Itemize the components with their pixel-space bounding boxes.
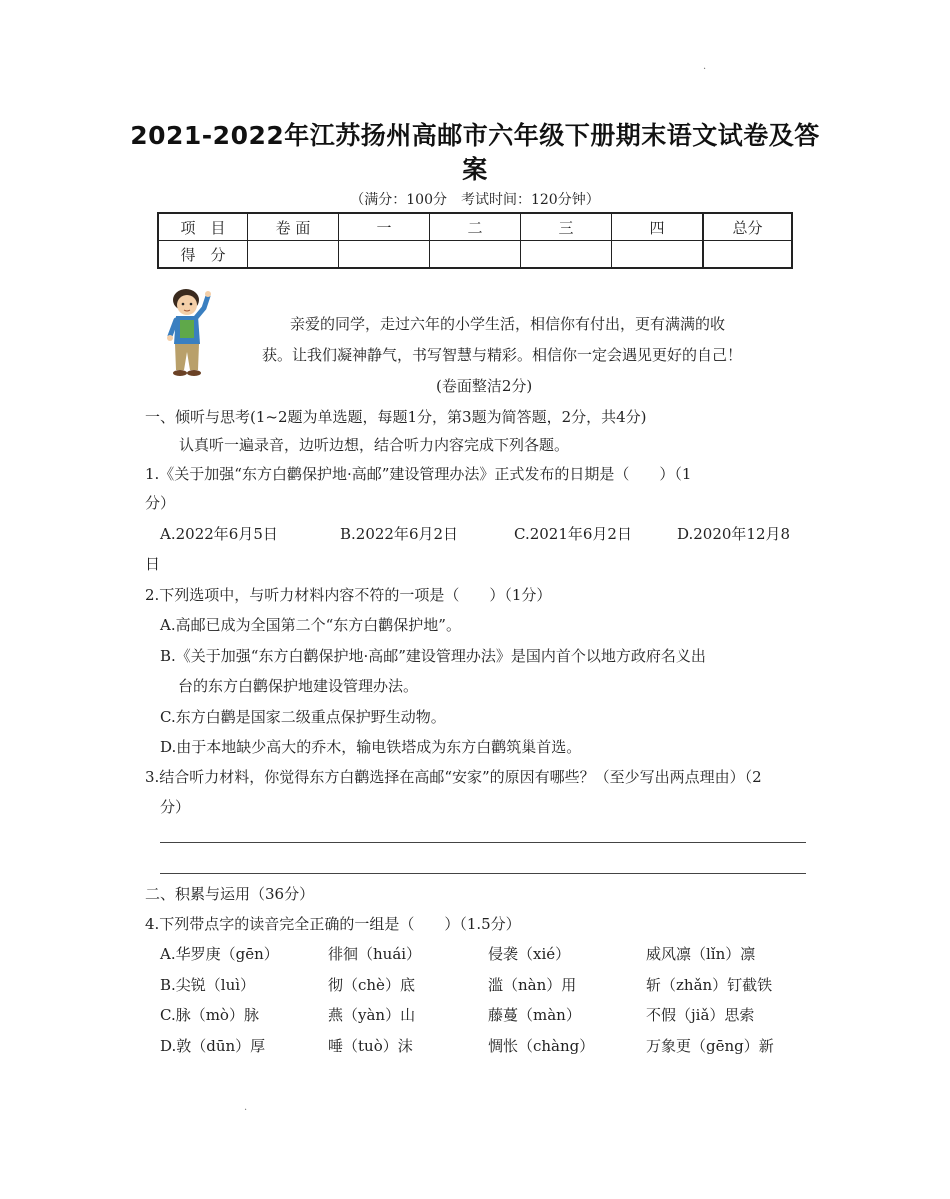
question-1-stem-continued: 分） <box>145 494 176 512</box>
score-col-3: 三 <box>521 213 612 241</box>
intro-line-1: 亲爱的同学，走过六年的小学生活，相信你有付出，更有满满的收 <box>290 315 726 333</box>
score-cell-neatness[interactable] <box>248 241 339 269</box>
question-1-option-d-continued: 日 <box>145 555 161 573</box>
question-4-option-b-word-3: 滥（nàn）用 <box>488 976 577 994</box>
page-title: 2021-2022年江苏扬州高邮市六年级下册期末语文试卷及答 <box>130 121 820 150</box>
exam-info: （满分：100分 考试时间：120分钟） <box>350 192 600 208</box>
page-title-continued: 案 <box>462 155 488 184</box>
score-row-label: 得 分 <box>158 241 248 269</box>
score-col-item: 项 目 <box>158 213 248 241</box>
scan-dot-bottom: . <box>244 1102 248 1113</box>
answer-line-2[interactable] <box>160 873 806 874</box>
question-2-stem: 2.下列选项中，与听力材料内容不符的一项是（ ）（1分） <box>145 586 552 604</box>
score-table-header-row <box>158 213 792 241</box>
score-col-total: 总分 <box>703 213 792 241</box>
score-col-neatness: 卷 面 <box>248 213 339 241</box>
question-2-option-d[interactable]: D.由于本地缺少高大的乔木，输电铁塔成为东方白鹳筑巢首选。 <box>160 738 582 756</box>
scan-dot: · <box>703 64 707 75</box>
score-cell-1[interactable] <box>339 241 430 269</box>
answer-line-1[interactable] <box>160 842 806 843</box>
score-table <box>157 212 793 269</box>
score-col-1: 一 <box>339 213 430 241</box>
score-col-4: 四 <box>612 213 704 241</box>
question-1-option-c[interactable]: C.2021年6月2日 <box>514 525 632 543</box>
question-3-stem-continued: 分） <box>160 798 191 816</box>
question-1-stem: 1.《关于加强“东方白鹳保护地·高邮”建设管理办法》正式发布的日期是（ ）（1 <box>145 465 692 483</box>
score-table-score-row <box>158 241 792 269</box>
question-4-stem: 4.下列带点字的读音完全正确的一组是（ ）（1.5分） <box>145 915 521 933</box>
question-3-stem: 3.结合听力材料，你觉得东方白鹳选择在高邮“安家”的原因有哪些？（至少写出两点理由）（2 <box>145 768 762 786</box>
question-4-option-d-word-1[interactable]: D.敦（dūn）厚 <box>160 1037 266 1055</box>
section-1-instruction: 认真听一遍录音，边听边想，结合听力内容完成下列各题。 <box>179 436 570 454</box>
intro-line-2: 获。让我们凝神静气，书写智慧与精彩。相信你一定会遇见更好的自己！ <box>262 346 743 364</box>
question-4-option-c-word-2: 燕（yàn）山 <box>328 1006 416 1024</box>
score-col-2: 二 <box>430 213 521 241</box>
section-2-heading: 二、积累与运用（36分） <box>145 885 315 903</box>
question-4-option-a-word-4: 威风凛（lǐn）凛 <box>646 945 756 963</box>
question-1-option-d[interactable]: D.2020年12月8 <box>677 525 791 543</box>
question-4-option-b-word-1[interactable]: B.尖锐（luì） <box>160 976 256 994</box>
intro-neatness-note: (卷面整洁2分) <box>436 377 533 395</box>
question-4-option-c-word-1[interactable]: C.脉（mò）脉 <box>160 1006 259 1024</box>
question-1-option-b[interactable]: B.2022年6月2日 <box>340 525 459 543</box>
score-cell-total[interactable] <box>703 241 792 269</box>
score-cell-3[interactable] <box>521 241 612 269</box>
student-illustration <box>158 286 224 382</box>
question-4-option-d-word-4: 万象更（gēng）新 <box>646 1037 774 1055</box>
question-2-option-a[interactable]: A.高邮已成为全国第二个“东方白鹳保护地”。 <box>160 616 461 634</box>
section-1-heading: 一、倾听与思考(1~2题为单选题，每题1分，第3题为简答题，2分，共4分) <box>145 408 647 426</box>
question-4-option-c-word-4: 不假（jiǎ）思索 <box>646 1006 755 1024</box>
question-4-option-d-word-2: 唾（tuò）沫 <box>328 1037 413 1055</box>
question-4-option-b-word-2: 彻（chè）底 <box>328 976 415 994</box>
question-4-option-d-word-3: 惆怅（chàng） <box>488 1037 595 1055</box>
question-4-option-a-word-3: 侵袭（xié） <box>488 945 571 963</box>
question-4-option-c-word-3: 藤蔓（màn） <box>488 1006 581 1024</box>
question-1-option-a[interactable]: A.2022年6月5日 <box>160 525 278 543</box>
question-2-option-b[interactable]: B.《关于加强“东方白鹳保护地·高邮”建设管理办法》是国内首个以地方政府名义出 <box>160 647 706 665</box>
score-cell-2[interactable] <box>430 241 521 269</box>
question-4-option-b-word-4: 斩（zhǎn）钉截铁 <box>646 976 773 994</box>
question-2-option-b-continued: 台的东方白鹳保护地建设管理办法。 <box>178 677 419 695</box>
question-4-option-a-word-1[interactable]: A.华罗庚（gēn） <box>160 945 279 963</box>
question-2-option-c[interactable]: C.东方白鹳是国家二级重点保护野生动物。 <box>160 708 446 726</box>
question-4-option-a-word-2: 徘徊（huái） <box>328 945 422 963</box>
score-cell-4[interactable] <box>612 241 704 269</box>
